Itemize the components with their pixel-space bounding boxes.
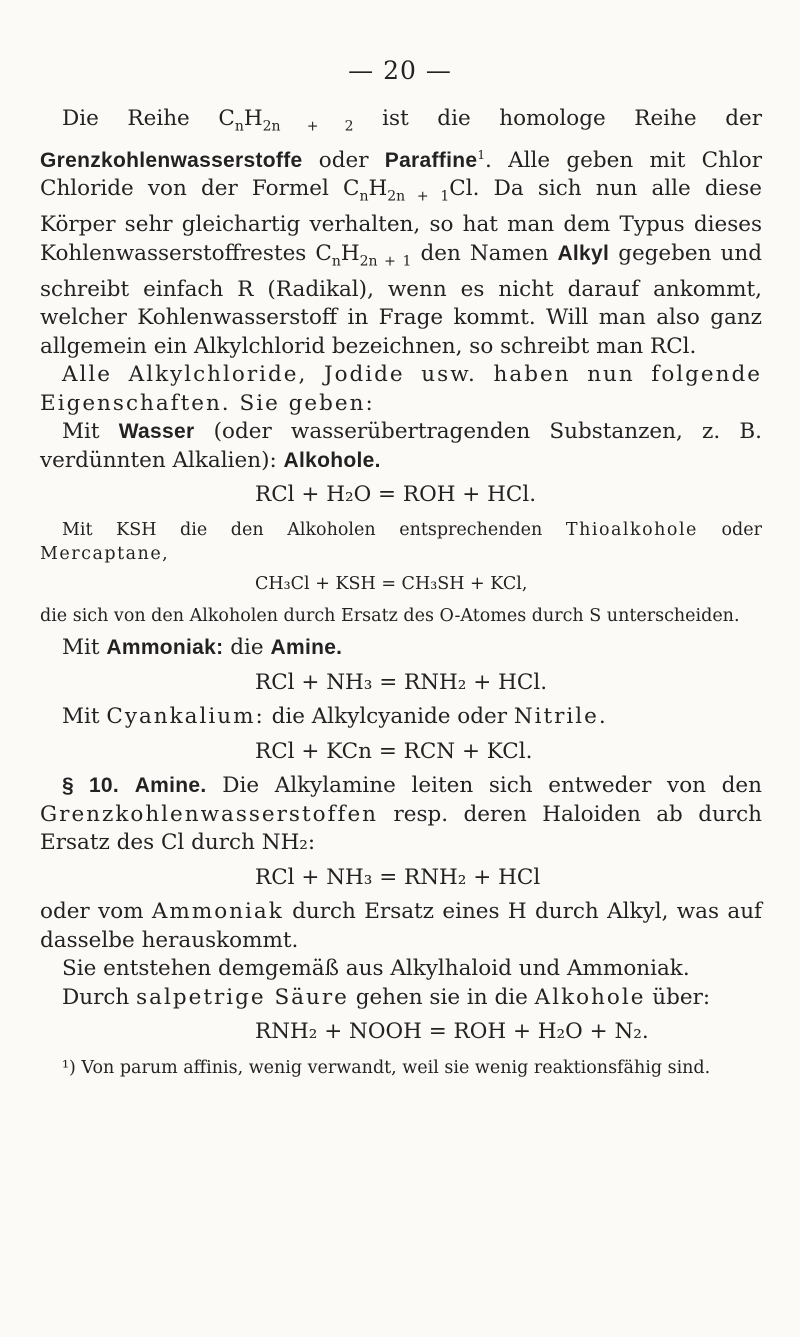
footnote xyxy=(40,1057,762,1080)
paragraph-nitrous-acid: Durch salpetrige Säure gehen sie in die Alkohole über: xyxy=(62,984,711,1010)
term-alkyl: Alkyl xyxy=(557,241,610,265)
paragraph-cyanide: Mit Cyankalium: die Alkylcyanide oder Nitrile. xyxy=(62,704,608,730)
equation-amine-2: RCl + NH₃ = RNH₂ + HCl xyxy=(255,864,541,890)
paragraph-ammonia: Mit Ammoniak: die Amine. xyxy=(62,635,343,661)
section-10-amine: § 10. Amine. Die Alkylamine leiten sich entweder von den Grenzkohlenwasserstoffen resp. deren Haloiden ab durch Ersatz des Cl durch NH₂: xyxy=(40,773,762,856)
footnote-mark: ¹) xyxy=(62,1057,76,1078)
paragraph-water: Mit Wasser (oder wasserübertragenden Substanzen, z. B. verdünnten Alkalien): Alkohole. xyxy=(40,419,762,473)
section-number: § 10. xyxy=(62,774,120,798)
paragraph-ksh: Mit KSH die den Alkoholen entsprechenden Thioalkohole oder Mercaptane, xyxy=(40,519,762,564)
paragraph-thio-note: die sich von den Alkoholen durch Ersatz des O-Atomes durch S unterscheiden. xyxy=(40,606,740,627)
equation-alcohol: RCl + H₂O = ROH + HCl. xyxy=(255,482,537,508)
footnote-text: Von parum affinis, wenig verwandt, weil sie wenig reaktionsfähig sind. xyxy=(81,1057,711,1078)
term-grenzkohlenwasserstoffe: Grenzkohlenwasserstoffe xyxy=(40,148,303,172)
equation-mercaptan: CH₃Cl + KSH = CH₃SH + KCl, xyxy=(255,573,528,594)
equation-amine: RCl + NH₃ = RNH₂ + HCl. xyxy=(255,669,548,695)
term-paraffine: Paraffine xyxy=(384,148,478,172)
page-number: — 20 — xyxy=(348,56,452,85)
paragraph-origin: Sie entstehen demgemäß aus Alkylhaloid und Ammoniak. xyxy=(62,956,690,982)
paragraph-ammonia-alt: oder vom Ammoniak durch Ersatz eines H durch Alkyl, was auf dasselbe herauskommt. xyxy=(40,899,762,953)
equation-nitrile: RCl + KCn = RCN + KCl. xyxy=(255,738,533,764)
page-body xyxy=(40,105,762,1080)
paragraph-homologous-series: Die Reihe $C_nH_{2n + 2}$ ist die homologe Reihe der Grenzkohlenwasserstoffe oder Paraffine$^1$. Alle geben mit Chlor Chloride von der Formel $C_nH_{2n + 1}Cl$. Da sich nun alle diese Körper sehr gleichartig verhalten, so hat man dem Typus dieses Kohlenwasserstoffrestes $C_nH_{2n + 1}$ den Namen Alkyl gegeben und schreibt einfach R (Radikal), wenn es nicht darauf ankommt, welcher Kohlenwasserstoff in Frage kommt. Will man also ganz allgemein ein Alkylchlorid bezeichnen, so schreibt man RCl. xyxy=(40,106,763,359)
paragraph-properties: Alle Alkylchloride, Jodide usw. haben nun folgende Eigenschaften. Sie geben: xyxy=(40,362,762,416)
equation-nitrous: RNH₂ + NOOH = ROH + H₂O + N₂. xyxy=(255,1019,649,1045)
section-title: Amine. xyxy=(134,774,207,798)
